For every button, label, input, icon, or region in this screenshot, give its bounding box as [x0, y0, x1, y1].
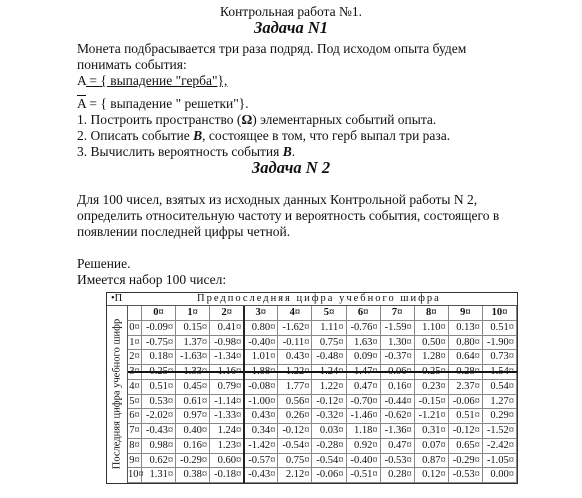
event-a-text: = { выпадение "герба"},	[86, 73, 228, 88]
column-header: 10¤	[483, 306, 517, 321]
table-cell: 0.28¤	[381, 468, 415, 483]
table-corner-label: •П	[111, 293, 123, 304]
table-cell: 0.26¤	[278, 409, 312, 424]
table-cell: -0.18¤	[210, 468, 244, 483]
row-header: 1¤	[128, 336, 142, 351]
table-cell: 1.63¤	[347, 336, 381, 351]
table-cell: 0.62¤	[142, 454, 176, 469]
row-header: 9¤	[128, 454, 142, 469]
table-cell: -1.52¤	[483, 424, 517, 439]
table-cell: 1.37¤	[176, 336, 210, 351]
column-header: 7¤	[381, 306, 415, 321]
table-cell: 0.03¤	[312, 424, 346, 439]
table-cell: -0.28¤	[312, 439, 346, 454]
table-cell: 0.75¤	[312, 336, 346, 351]
table-cell: -1.90¤	[483, 336, 517, 351]
table-cell: -0.40¤	[347, 454, 381, 469]
table-cell: -0.76¤	[347, 321, 381, 336]
table-cell: -0.37¤	[381, 350, 415, 365]
table-cell: -0.06¤	[449, 395, 483, 410]
table-side-caption-cell	[107, 305, 128, 483]
row-header: 8¤	[128, 439, 142, 454]
table-cell: -0.53¤	[381, 454, 415, 469]
table-cell: 0.13¤	[449, 321, 483, 336]
table-cell: -1.46¤	[347, 409, 381, 424]
event-b-symbol: B	[193, 128, 203, 143]
table-cell: 0.53¤	[142, 395, 176, 410]
table-cell: 0.23¤	[415, 380, 449, 395]
table-cell: -0.12¤	[449, 424, 483, 439]
row-header: 5¤	[128, 395, 142, 410]
event-abar-label: $\overline{A}$	[77, 96, 87, 111]
table-cell: 0.34¤	[244, 424, 278, 439]
table-cell: 0.92¤	[347, 439, 381, 454]
table-cell: 0.41¤	[210, 321, 244, 336]
table-cell: -0.75¤	[142, 336, 176, 351]
table-cell: 1.28¤	[415, 350, 449, 365]
table-cell: -1.34¤	[210, 350, 244, 365]
table-cell: 0.07¤	[415, 439, 449, 454]
table-cell: 0.43¤	[278, 350, 312, 365]
table-cell: 0.64¤	[449, 350, 483, 365]
table-cell: 0.12¤	[415, 468, 449, 483]
table-cell: 0.16¤	[381, 380, 415, 395]
row-header: 0¤	[128, 321, 142, 336]
table-cell: 0.65¤	[449, 439, 483, 454]
column-header: 0¤	[142, 306, 176, 321]
table-cell: -1.00¤	[244, 395, 278, 410]
numbers-table	[106, 292, 518, 484]
table-cell: 1.77¤	[278, 380, 312, 395]
item3-text-post: .	[291, 144, 296, 159]
table-cell: -0.62¤	[381, 409, 415, 424]
table-cell: 0.80¤	[244, 321, 278, 336]
column-header: 6¤	[347, 306, 381, 321]
table-cell: 1.23¤	[210, 439, 244, 454]
column-header: 9¤	[449, 306, 483, 321]
table-cell: 0.31¤	[415, 424, 449, 439]
table-cell: -0.15¤	[415, 395, 449, 410]
table-cell: -0.57¤	[244, 454, 278, 469]
table-cell: 1.24¤	[210, 424, 244, 439]
table-cell: -1.59¤	[381, 321, 415, 336]
column-header: 5¤	[312, 306, 346, 321]
column-header: 4¤	[278, 306, 312, 321]
table-cell: -0.54¤	[278, 439, 312, 454]
row-header: 4¤	[128, 380, 142, 395]
table-cell: 0.45¤	[176, 380, 210, 395]
task2-line3: появлении последней цифры четной.	[77, 224, 291, 239]
table-cell: 0.80¤	[449, 336, 483, 351]
table-cell: 0.54¤	[483, 380, 517, 395]
table-cell: -0.12¤	[312, 395, 346, 410]
task1-line2: понимать события:	[77, 57, 187, 72]
table-cell: -2.02¤	[142, 409, 176, 424]
column-divider-line	[243, 306, 245, 483]
table-cell: 0.47¤	[381, 439, 415, 454]
task2-heading: Задача N 2	[251, 158, 331, 177]
table-cell: 0.51¤	[142, 380, 176, 395]
table-cell: -0.06¤	[312, 468, 346, 483]
row-header: 6¤	[128, 409, 142, 424]
table-cell: -1.36¤	[381, 424, 415, 439]
table-cell: 0.56¤	[278, 395, 312, 410]
table-cell: -0.43¤	[244, 468, 278, 483]
table-cell: 1.27¤	[483, 395, 517, 410]
table-cell: 0.50¤	[415, 336, 449, 351]
table-cell: 0.97¤	[176, 409, 210, 424]
table-cell: 0.47¤	[347, 380, 381, 395]
event-abar-text: = { выпадение " решетки"}.	[86, 96, 249, 111]
table-cell: 1.11¤	[312, 321, 346, 336]
table-cell: 0.43¤	[244, 409, 278, 424]
table-cell: 0.38¤	[176, 468, 210, 483]
table-cell: -0.53¤	[449, 468, 483, 483]
table-grid	[128, 306, 517, 483]
table-cell: 1.31¤	[142, 468, 176, 483]
table-cell: -0.29¤	[176, 454, 210, 469]
solution-intro: Имеется набор 100 чисел:	[77, 272, 227, 287]
item2-text-pre: 2. Описать событие	[77, 128, 194, 143]
table-corner-cell	[128, 306, 142, 321]
event-abar-definition	[77, 96, 249, 112]
table-cell: 0.29¤	[483, 409, 517, 424]
row-strike-line	[128, 371, 517, 373]
table-cell: 0.60¤	[210, 454, 244, 469]
task1-line1: Монета подбрасывается три раза подряд. Под исходом опыта будем	[77, 41, 467, 56]
table-cell: -0.12¤	[278, 424, 312, 439]
solution-label: Решение.	[77, 256, 131, 271]
item3-text-pre: 3. Вычислить вероятность события	[77, 144, 283, 159]
event-a-definition	[77, 73, 227, 89]
document-title: Контрольная работа №1.	[219, 4, 362, 19]
table-cell: 0.51¤	[483, 321, 517, 336]
table-cell: -0.48¤	[312, 350, 346, 365]
table-cell: -1.42¤	[244, 439, 278, 454]
table-cell: 1.10¤	[415, 321, 449, 336]
item1-text-post: ) элементарных событий опыта.	[252, 112, 437, 127]
table-cell: -1.63¤	[176, 350, 210, 365]
table-cell: 1.18¤	[347, 424, 381, 439]
event-b-symbol-2: B	[282, 144, 292, 159]
table-cell: 0.75¤	[278, 454, 312, 469]
table-cell: -0.54¤	[312, 454, 346, 469]
omega-symbol: Ω	[241, 112, 253, 127]
table-cell: 0.16¤	[176, 439, 210, 454]
table-cell: 0.00¤	[483, 468, 517, 483]
event-a-label: A	[77, 73, 87, 88]
table-cell: -0.08¤	[244, 380, 278, 395]
column-header: 8¤	[415, 306, 449, 321]
table-cell: -0.40¤	[244, 336, 278, 351]
row-header: 10¤	[128, 468, 142, 483]
table-cell: -0.51¤	[347, 468, 381, 483]
table-cell: 1.30¤	[381, 336, 415, 351]
table-cell: -0.29¤	[449, 454, 483, 469]
table-cell: 0.18¤	[142, 350, 176, 365]
task1-item1	[77, 112, 436, 128]
row-header: 7¤	[128, 424, 142, 439]
table-cell: 0.87¤	[415, 454, 449, 469]
task2-line1: Для 100 чисел, взятых из исходных данных Контрольной работы N 2,	[77, 192, 478, 207]
table-cell: 0.73¤	[483, 350, 517, 365]
task2-line2: определить относительную частоту и вероятность события, состоящего в	[77, 208, 500, 223]
table-cell: -0.11¤	[278, 336, 312, 351]
table-cell: 0.79¤	[210, 380, 244, 395]
item1-text-pre: 1. Построить пространство (	[77, 112, 242, 127]
table-header-row	[107, 293, 517, 306]
table-cell: 0.61¤	[176, 395, 210, 410]
table-cell: 1.22¤	[312, 380, 346, 395]
table-cell: -0.09¤	[142, 321, 176, 336]
item2-text-post: , состоящее в том, что герб выпал три раза.	[202, 128, 451, 143]
table-cell: 2.37¤	[449, 380, 483, 395]
table-cell: -0.44¤	[381, 395, 415, 410]
table-side-caption: Последняя цифра учебного шифр	[111, 318, 123, 470]
table-cell: 0.51¤	[449, 409, 483, 424]
task1-heading: Задача N1	[253, 18, 329, 37]
table-header-caption: Предпоследняя цифра учебного шифра	[197, 293, 441, 304]
table-cell: 0.09¤	[347, 350, 381, 365]
table-cell: 0.98¤	[142, 439, 176, 454]
table-cell: 0.15¤	[176, 321, 210, 336]
table-cell: -0.98¤	[210, 336, 244, 351]
table-cell: -0.32¤	[312, 409, 346, 424]
task1-item2	[77, 128, 450, 144]
table-cell: -1.21¤	[415, 409, 449, 424]
table-cell: -1.05¤	[483, 454, 517, 469]
column-header: 1¤	[176, 306, 210, 321]
column-header: 3¤	[244, 306, 278, 321]
table-cell: -1.33¤	[210, 409, 244, 424]
table-cell: 2.12¤	[278, 468, 312, 483]
table-cell: 1.01¤	[244, 350, 278, 365]
table-cell: 0.40¤	[176, 424, 210, 439]
row-header: 2¤	[128, 350, 142, 365]
table-cell: -0.70¤	[347, 395, 381, 410]
table-cell: -2.42¤	[483, 439, 517, 454]
table-cell: -1.62¤	[278, 321, 312, 336]
table-cell: -1.14¤	[210, 395, 244, 410]
table-cell: -0.43¤	[142, 424, 176, 439]
column-header: 2¤	[210, 306, 244, 321]
